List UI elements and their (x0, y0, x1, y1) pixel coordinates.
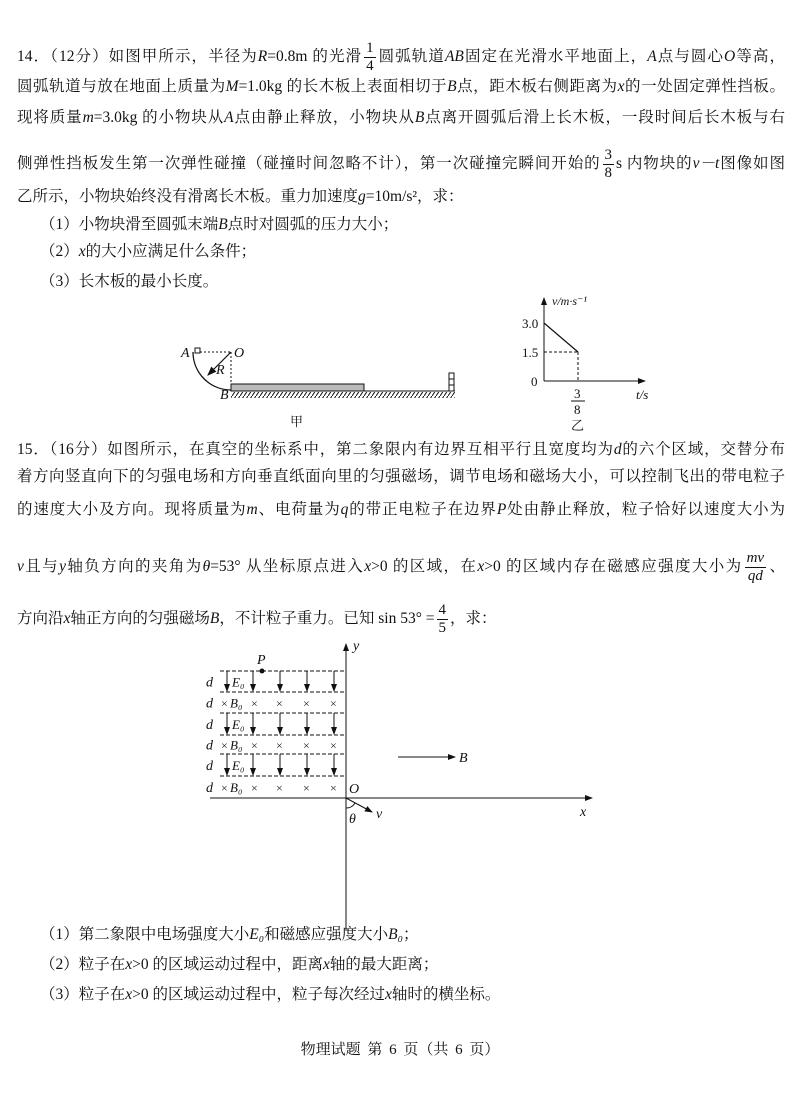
text: 的大小应满足什么条件； (85, 243, 257, 260)
magnetic-field-cross: × (330, 696, 337, 711)
figure-yi-vt-graph (522, 294, 648, 433)
magnetic-field-cross: × (221, 781, 228, 795)
text: ，不计粒子重力。已知 sin 53° = (219, 610, 435, 628)
var: m (82, 109, 94, 126)
text: 的带正电粒子在边界 (348, 501, 497, 518)
denominator: 4 (366, 58, 374, 74)
label-R: R (216, 363, 225, 378)
figure-jia (180, 346, 455, 429)
label-d: d (206, 738, 213, 754)
text: =0.8m 的光滑 (267, 48, 363, 66)
numerator: 4 (438, 602, 447, 618)
text: 点与圆心 (656, 48, 725, 66)
tick-0: 0 (531, 374, 538, 389)
var: v (17, 558, 24, 576)
text: 乙所示，小物块始终没有滑离长木板。重力加速度 (17, 188, 359, 205)
var: AB (444, 48, 464, 66)
tick-1.5: 1.5 (522, 345, 539, 360)
q15-figure (0, 630, 800, 940)
text: >0 的区域，在 (371, 558, 478, 576)
label-O: O (349, 782, 360, 797)
text: 轴正方向的匀强磁场 (70, 610, 210, 628)
var: x (78, 243, 86, 260)
label-O: O (234, 346, 245, 361)
text: =10m/s²，求： (365, 188, 464, 205)
label-d: d (206, 696, 213, 712)
point-P (260, 669, 265, 674)
text: 图像如图 (719, 155, 785, 173)
var: A (647, 48, 657, 66)
var: g (358, 188, 366, 205)
velocity-arrow (346, 798, 372, 812)
label-P: P (257, 653, 266, 668)
text: 圆弧轨道与放在地面上质量为 (17, 78, 226, 95)
field-regions (206, 671, 346, 796)
magnetic-field-cross: × (276, 781, 283, 795)
q15-line-2 (17, 467, 785, 487)
label-E0: E₀ (232, 758, 245, 773)
magnetic-field-cross: × (276, 696, 283, 711)
numerator: mv (746, 550, 765, 566)
magnetic-field-cross: × (221, 696, 228, 711)
angle-arc (346, 803, 355, 808)
var: x (385, 986, 392, 1003)
magnetic-field-cross: × (330, 738, 337, 753)
numerator: 1 (366, 40, 374, 56)
var: B (447, 78, 457, 95)
var: x (63, 610, 71, 628)
ground-hatch (231, 392, 455, 398)
fraction (745, 550, 767, 585)
q15-subquestion-1 (40, 925, 419, 945)
label-A: A (181, 346, 190, 361)
text: （1）第二象限中电场强度大小 (40, 926, 250, 943)
text: 侧弹性挡板发生第一次弹性碰撞（碰撞时间忽略不计），第一次碰撞完瞬间开始的 (17, 155, 601, 173)
text: 点离开圆弧后滑上长木板，一段时间后长木板与右 (424, 109, 785, 126)
magnetic-field-cross: × (330, 781, 337, 795)
label-theta: θ (349, 812, 356, 827)
text: 轴负方向的夹角为 (65, 558, 203, 576)
var: v－t (692, 155, 720, 173)
label-E0: E₀ (232, 674, 245, 690)
text: （3）粒子在 (40, 986, 126, 1003)
magnetic-field-cross: × (276, 738, 283, 753)
text: 现将质量 (17, 109, 83, 126)
label-d: d (206, 675, 213, 691)
q14-figures (0, 0, 800, 440)
text: 、电荷量为 (257, 501, 341, 518)
text: （1）小物块滑至圆弧末端 (40, 216, 219, 233)
text: 、 (768, 558, 785, 576)
text: >0 的区域运动过程中，粒子每次经过 (132, 986, 386, 1003)
var: E₀ (249, 926, 265, 943)
text: 着方向竖直向下的匀强电场和方向垂直纸面向里的匀强磁场，调节电场和磁场大小，可以控制飞出的带电粒子 (17, 468, 785, 485)
text: 轴的最大距离； (329, 956, 439, 973)
q15-line-4 (17, 550, 785, 585)
var: B (209, 610, 220, 628)
tick-3.0: 3.0 (522, 316, 539, 331)
label-B: B (220, 388, 229, 403)
var: x (125, 986, 133, 1003)
text: s 内物块的 (616, 155, 693, 173)
magnetic-field-cross: × (251, 696, 258, 711)
var: M (225, 78, 239, 95)
long-plank (231, 384, 364, 391)
var: B (218, 216, 228, 233)
label-v: v (376, 807, 383, 822)
text: 固定在光滑水平地面上， (463, 48, 648, 66)
text: =1.0kg 的长木板上表面相切于 (238, 78, 448, 95)
magnetic-field-cross: × (303, 738, 310, 753)
small-block (195, 348, 200, 353)
magnetic-field-cross: × (221, 738, 228, 753)
label-x: x (580, 805, 587, 820)
caption-yi: 乙 (571, 418, 585, 433)
text: 的一处固定弹性挡板。 (624, 78, 785, 95)
text: >0 的区域运动过程中，距离 (132, 956, 324, 973)
var: q (340, 501, 349, 518)
t-axis-label: t/s (636, 387, 649, 402)
tick-t-numerator: 3 (574, 386, 581, 401)
caption-jia: 甲 (290, 414, 304, 429)
vt-line (544, 323, 578, 352)
label-d: d (206, 759, 213, 774)
label-d: d (206, 718, 213, 733)
magnetic-field-cross: × (251, 738, 258, 753)
text: 点时对圆弧的压力大小； (227, 216, 399, 233)
text: =53° 从坐标原点进入 (210, 558, 365, 576)
text: （2）粒子在 (40, 956, 126, 973)
text: 处由静止释放，粒子恰好以速度大小为 (506, 501, 785, 518)
label-B0: B₀ (230, 695, 243, 711)
text: （2） (40, 243, 79, 260)
text: 轴时的横坐标。 (391, 986, 501, 1003)
var: y (59, 558, 66, 576)
text: =3.0kg 的小物块从 (93, 109, 225, 126)
q15-line-1 (17, 440, 785, 460)
v-axis-label: v/m·s⁻¹ (552, 294, 587, 308)
var: x (477, 558, 485, 576)
numerator: 3 (604, 147, 613, 163)
label-B0: B₀ (230, 780, 243, 795)
text: 点由静止释放，小物块从 (233, 109, 415, 126)
label-y: y (353, 639, 360, 654)
q15-subquestion-3 (40, 985, 500, 1005)
text: 且与 (23, 558, 60, 576)
var: x (617, 78, 625, 95)
text: （3）长木板的最小长度。 (40, 273, 219, 290)
denominator: 8 (604, 165, 613, 181)
text: ，求： (450, 610, 497, 628)
var: x (323, 956, 330, 973)
tick-t-denominator: 8 (574, 402, 581, 417)
magnetic-field-cross: × (251, 781, 258, 795)
var: P (496, 501, 507, 518)
denominator: qd (747, 568, 763, 584)
text: ； (403, 926, 419, 943)
text: 圆弧轨道 (377, 48, 445, 66)
elastic-barrier (449, 373, 454, 391)
q15-subquestion-2 (40, 955, 438, 975)
page-footer: 物理试题 第 6 页（共 6 页） (300, 1042, 500, 1058)
label-B: B (459, 751, 468, 766)
var: m (246, 501, 258, 518)
label-d: d (206, 781, 213, 796)
var: d (613, 441, 622, 458)
var: R (257, 48, 268, 66)
var: θ (202, 558, 211, 576)
text: 14．（12分）如图甲所示，半径为 (17, 48, 258, 66)
denominator: 5 (438, 620, 447, 636)
var: x (364, 558, 372, 576)
text: 的六个区域，交替分布 (621, 441, 785, 458)
text: 等高， (735, 48, 785, 66)
magnetic-field-cross: × (303, 696, 310, 711)
label-E0: E₀ (232, 717, 245, 732)
var: B (414, 109, 425, 126)
var: x (125, 956, 133, 973)
text: 的速度大小及方向。现将质量为 (17, 501, 247, 518)
text: >0 的区域内存在磁感应强度大小为 (484, 558, 743, 576)
var: B₀ (388, 926, 403, 943)
var: O (724, 48, 736, 66)
text: 15．（16分）如图所示，在真空的坐标系中，第二象限内有边界互相平行且宽度均为 (17, 441, 614, 458)
label-B0: B₀ (230, 737, 243, 753)
magnetic-field-cross: × (303, 781, 310, 795)
text: 点，距木板右侧距离为 (456, 78, 618, 95)
var: A (224, 109, 234, 126)
text: 方向沿 (17, 610, 64, 628)
text: 和磁感应强度大小 (264, 926, 389, 943)
q15-line-3 (17, 500, 785, 520)
